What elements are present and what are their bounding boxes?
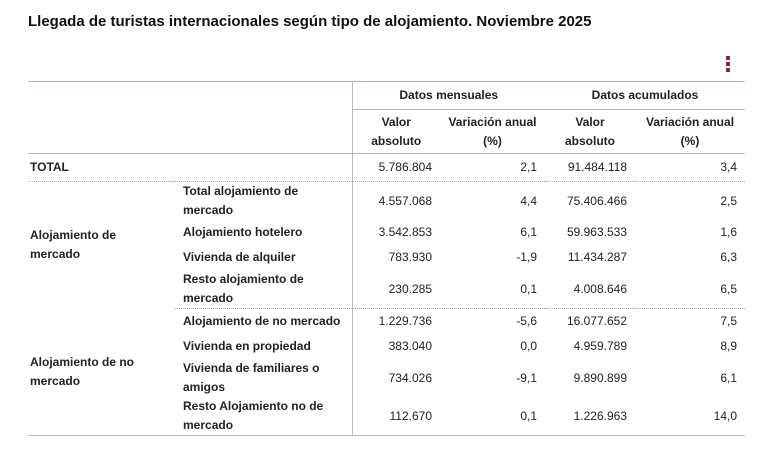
row-label: Vivienda de alquiler xyxy=(183,250,296,264)
cell-a-var: 1,6 xyxy=(720,225,738,239)
cell-a-val: 59.963.533 xyxy=(566,225,627,239)
row-label: Vivienda de familiares o amigos xyxy=(183,361,320,394)
cell-m-var: 4,4 xyxy=(520,193,537,208)
cell-a-var: 6,1 xyxy=(720,370,738,385)
cell-a-var: 14,0 xyxy=(713,408,738,423)
cell-a-var: 2,5 xyxy=(720,193,738,208)
cell-m-var: 0,1 xyxy=(520,408,537,423)
cell-m-val: 734.026 xyxy=(352,359,440,397)
data-table xyxy=(28,81,745,436)
cell-a-var: 6,5 xyxy=(635,270,745,309)
header-variacion-mensual: Variación anual (%) xyxy=(440,110,545,154)
cell-m-val: 383.040 xyxy=(352,334,440,359)
header-valor-mensual: Valor absoluto xyxy=(352,110,440,154)
cell-m-var: 0,0 xyxy=(520,339,537,353)
cell-a-val: 11.434.287 xyxy=(567,250,627,264)
cell-m-var: 6,1 xyxy=(520,225,537,239)
table-row xyxy=(28,309,745,335)
cell-a-val: 16.077.652 xyxy=(566,314,627,328)
cell-a-var: 7,5 xyxy=(720,314,738,328)
row-label: Alojamiento de no mercado xyxy=(183,314,341,328)
group-label: Alojamiento de no mercado xyxy=(30,354,135,388)
cell-m-var: 0,1 xyxy=(440,270,545,309)
page-title: Llegada de turistas internacionales según tipo de alojamiento. Noviembre 2025 xyxy=(28,13,592,30)
cell-a-val: 75.406.466 xyxy=(566,193,627,208)
cell-a-val: 4.008.646 xyxy=(545,270,635,309)
cell-a-var: 8,9 xyxy=(720,339,738,353)
row-label: Alojamiento hotelero xyxy=(183,225,303,239)
header-variacion-acumulado: Variación anual (%) xyxy=(635,110,745,154)
cell-m-var: -9,1 xyxy=(516,370,537,385)
cell-a-val: 1.226.963 xyxy=(573,408,627,423)
header-valor-acumulado: Valor absoluto xyxy=(545,110,635,154)
header-datos-acumulados: Datos acumulados xyxy=(591,88,699,102)
row-label: Vivienda en propiedad xyxy=(183,339,311,353)
cell-m-var: -1,9 xyxy=(516,250,537,264)
cell-m-var: -5,6 xyxy=(516,314,537,328)
cell-a-val: 4.959.789 xyxy=(573,339,627,353)
row-label: Resto alojamiento de mercado xyxy=(175,270,352,309)
cell-m-val: 230.285 xyxy=(352,270,440,309)
group-label: Alojamiento de mercado xyxy=(30,228,117,262)
cell-m-val: 3.542.853 xyxy=(352,220,440,245)
table-row-total: TOTAL 5.786.804 2,1 91.484.118 3,4 xyxy=(28,154,745,182)
row-label: Resto Alojamiento no de mercado xyxy=(183,399,324,432)
kebab-menu-icon[interactable] xyxy=(726,56,732,72)
header-datos-mensuales: Datos mensuales xyxy=(352,82,545,110)
row-label: Total alojamiento de mercado xyxy=(183,184,299,217)
cell-m-val: 4.557.068 xyxy=(352,182,440,221)
table-row xyxy=(28,182,745,221)
cell-a-var: 6,3 xyxy=(720,250,738,264)
cell-m-val: 783.930 xyxy=(352,245,440,270)
cell-m-val: 1.229.736 xyxy=(352,309,440,335)
cell-m-val: 112.670 xyxy=(352,397,440,436)
cell-a-val: 9.890.899 xyxy=(573,370,627,385)
